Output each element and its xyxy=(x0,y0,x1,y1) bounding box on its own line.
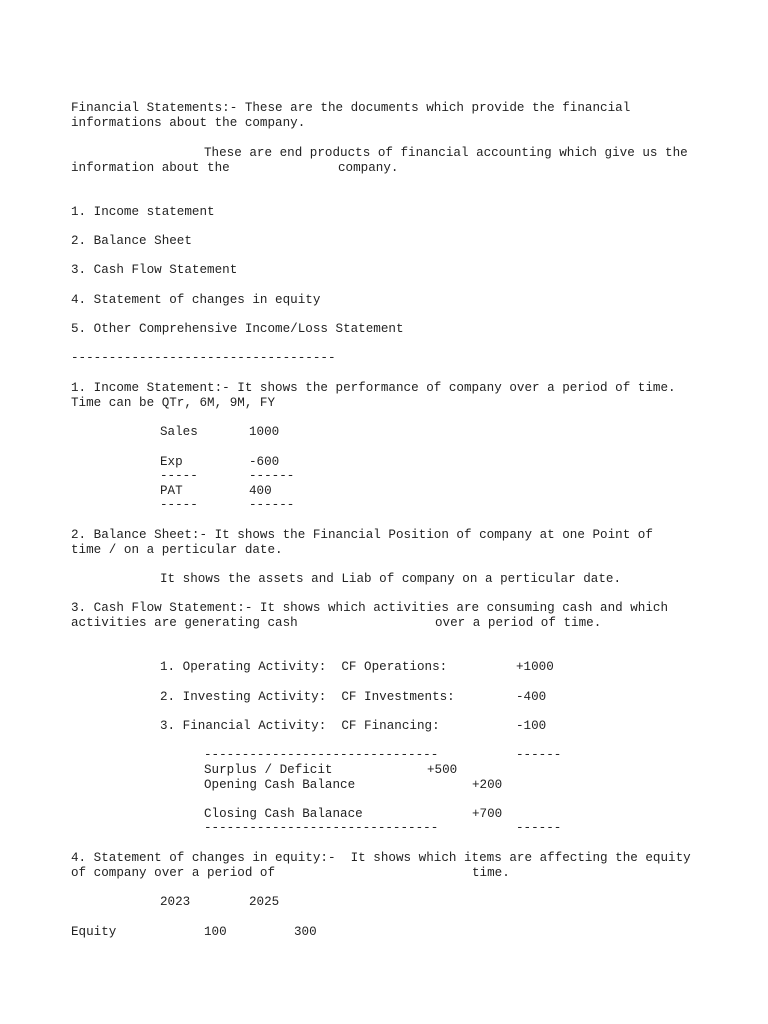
list-item-3: 3. Cash Flow Statement xyxy=(71,263,238,277)
equity-heading-line-2: of company over a period of xyxy=(71,866,276,880)
cashflow-financing-value: -100 xyxy=(516,719,547,733)
income-label-pat: PAT xyxy=(160,484,183,498)
closing-balance-value: +700 xyxy=(472,807,503,821)
equity-label: Equity xyxy=(71,925,117,939)
equity-value-2023: 100 xyxy=(204,925,227,939)
income-rule-label-2: ----- xyxy=(160,498,198,512)
balance-heading-line-1: 2. Balance Sheet:- It shows the Financial Position of company at one Point of xyxy=(71,528,653,542)
closing-balance-label: Closing Cash Balanace xyxy=(204,807,363,821)
equity-heading-line-2-tail: time. xyxy=(472,866,510,880)
cashflow-operating-value: +1000 xyxy=(516,660,554,674)
cashflow-heading-line-2-tail: over a period of time. xyxy=(435,616,602,630)
cashflow-rule-left-2: ------------------------------- xyxy=(204,821,439,835)
cashflow-investing-value: -400 xyxy=(516,690,547,704)
intro-line-4-tail: company. xyxy=(338,161,399,175)
equity-year-2025: 2025 xyxy=(249,895,280,909)
surplus-label: Surplus / Deficit xyxy=(204,763,333,777)
separator-line: ----------------------------------- xyxy=(71,351,336,365)
cashflow-rule-right-2: ------ xyxy=(516,821,562,835)
balance-heading-line-2: time / on a perticular date. xyxy=(71,543,283,557)
cashflow-rule-left-1: ------------------------------- xyxy=(204,748,439,762)
equity-value-2025: 300 xyxy=(294,925,317,939)
income-rule-value-2: ------ xyxy=(249,498,295,512)
surplus-value: +500 xyxy=(427,763,458,777)
equity-year-2023: 2023 xyxy=(160,895,191,909)
list-item-2: 2. Balance Sheet xyxy=(71,234,192,248)
opening-balance-value: +200 xyxy=(472,778,503,792)
equity-heading-line-1: 4. Statement of changes in equity:- It shows which items are affecting the equity xyxy=(71,851,691,865)
cashflow-financing-label: 3. Financial Activity: CF Financing: xyxy=(160,719,440,733)
income-value-sales: 1000 xyxy=(249,425,280,439)
balance-detail: It shows the assets and Liab of company on a perticular date. xyxy=(160,572,622,586)
intro-line-2: informations about the company. xyxy=(71,116,306,130)
cashflow-investing-label: 2. Investing Activity: CF Investments: xyxy=(160,690,455,704)
income-rule-value-1: ------ xyxy=(249,469,295,483)
cashflow-heading-line-2: activities are generating cash xyxy=(71,616,298,630)
income-heading-line-2: Time can be QTr, 6M, 9M, FY xyxy=(71,396,276,410)
income-value-exp: -600 xyxy=(249,455,280,469)
intro-line-3: These are end products of financial accounting which give us the xyxy=(204,146,688,160)
list-item-5: 5. Other Comprehensive Income/Loss Statement xyxy=(71,322,404,336)
list-item-4: 4. Statement of changes in equity xyxy=(71,293,321,307)
cashflow-operating-label: 1. Operating Activity: CF Operations: xyxy=(160,660,448,674)
intro-line-1: Financial Statements:- These are the documents which provide the financial xyxy=(71,101,631,115)
cashflow-heading-line-1: 3. Cash Flow Statement:- It shows which activities are consuming cash and which xyxy=(71,601,669,615)
income-rule-label-1: ----- xyxy=(160,469,198,483)
opening-balance-label: Opening Cash Balance xyxy=(204,778,356,792)
income-label-exp: Exp xyxy=(160,455,183,469)
cashflow-rule-right-1: ------ xyxy=(516,748,562,762)
intro-line-4: information about the xyxy=(71,161,230,175)
income-value-pat: 400 xyxy=(249,484,272,498)
list-item-1: 1. Income statement xyxy=(71,205,215,219)
income-heading-line-1: 1. Income Statement:- It shows the performance of company over a period of time. xyxy=(71,381,676,395)
income-label-sales: Sales xyxy=(160,425,198,439)
